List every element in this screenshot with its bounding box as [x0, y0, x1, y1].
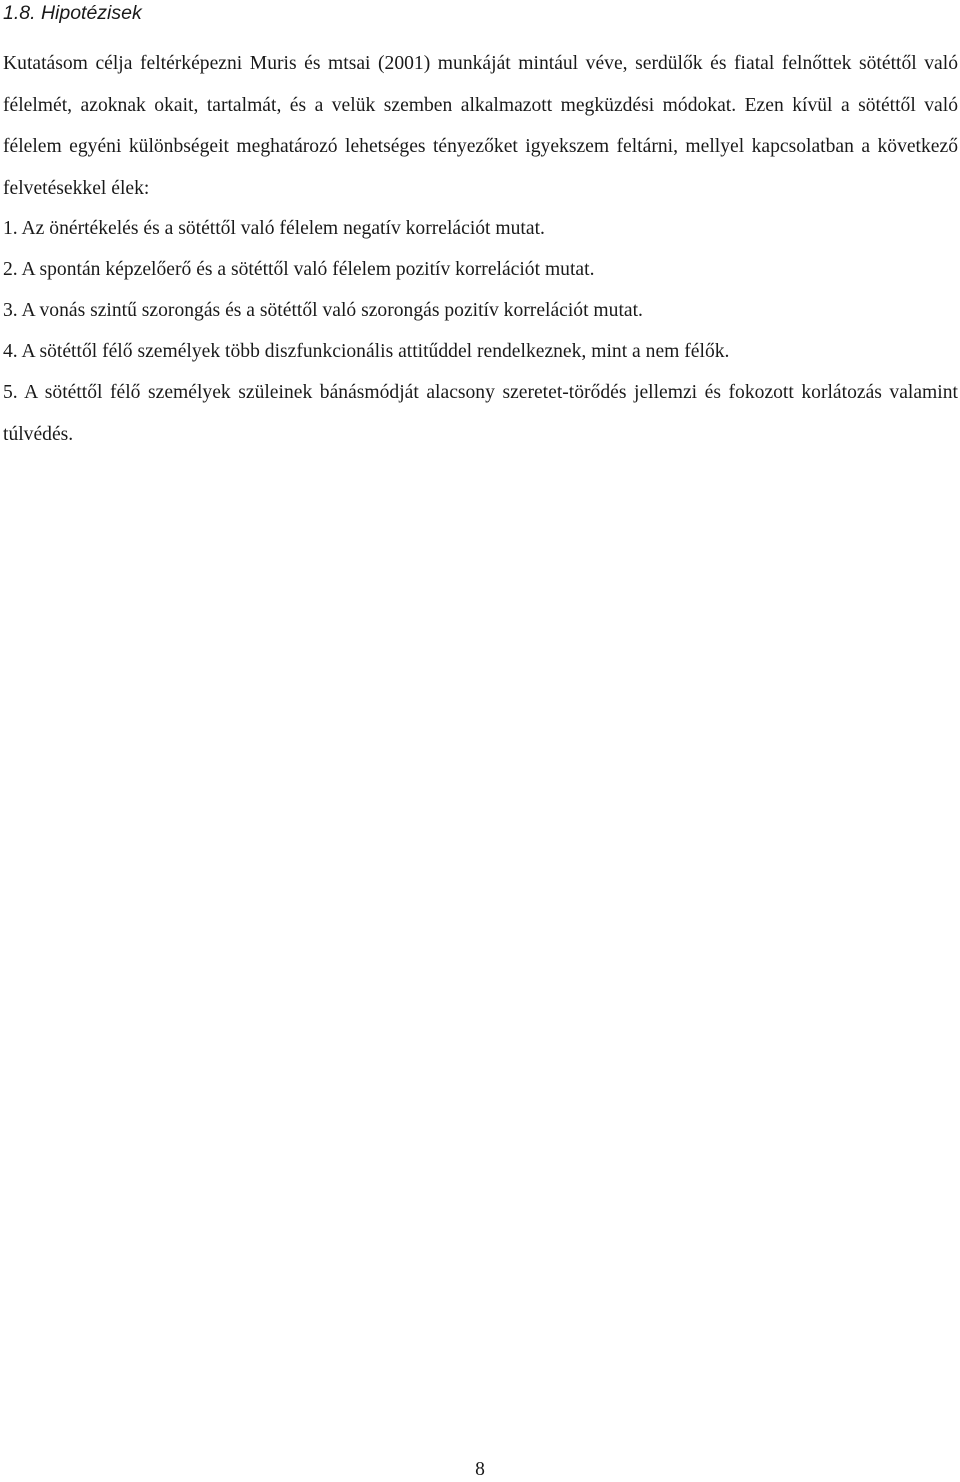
intro-paragraph: Kutatásom célja feltérképezni Muris és mtsai (2001) munkáját mintául véve, serdülők és fiatal felnőttek sötéttől való félelmét, azoknak okait, tartalmát, és a velük szemben alkalmazott megküzdési módokat. Ezen kívül a sötéttől való félelem egyéni különbségeit meghatározó lehetséges tényezőket igyekszem feltárni, mellyel kapcsolatban a következő felvetésekkel élek: [3, 53, 958, 199]
hypothesis-item [3, 290, 958, 332]
hypothesis-text: A sötéttől félő személyek több diszfunkcionális attitűddel rendelkeznek, mint a nem félők. [21, 341, 730, 362]
hypothesis-text: Az önértékelés és a sötéttől való félelem negatív korrelációt mutat. [21, 218, 545, 239]
hypothesis-number: 3. [3, 300, 18, 321]
hypothesis-item [3, 208, 958, 250]
hypothesis-text: A vonás szintű szorongás és a sötéttől való szorongás pozitív korrelációt mutat. [21, 300, 643, 321]
hypothesis-item [3, 249, 958, 291]
hypothesis-item [3, 331, 958, 373]
hypothesis-number: 1. [3, 218, 18, 239]
section-heading: 1.8. Hipotézisek [3, 2, 142, 24]
page-number: 8 [475, 1459, 485, 1480]
hypothesis-text: A spontán képzelőerő és a sötéttől való félelem pozitív korrelációt mutat. [21, 259, 595, 280]
hypothesis-number: 2. [3, 259, 18, 280]
hypothesis-item [3, 372, 958, 455]
hypothesis-number: 5. [3, 382, 18, 403]
hypothesis-text: A sötéttől félő személyek szüleinek bánásmódját alacsony szeretet-törődés jellemzi és fokozott korlátozás valamint túlvédés. [3, 382, 958, 445]
hypothesis-number: 4. [3, 341, 18, 362]
